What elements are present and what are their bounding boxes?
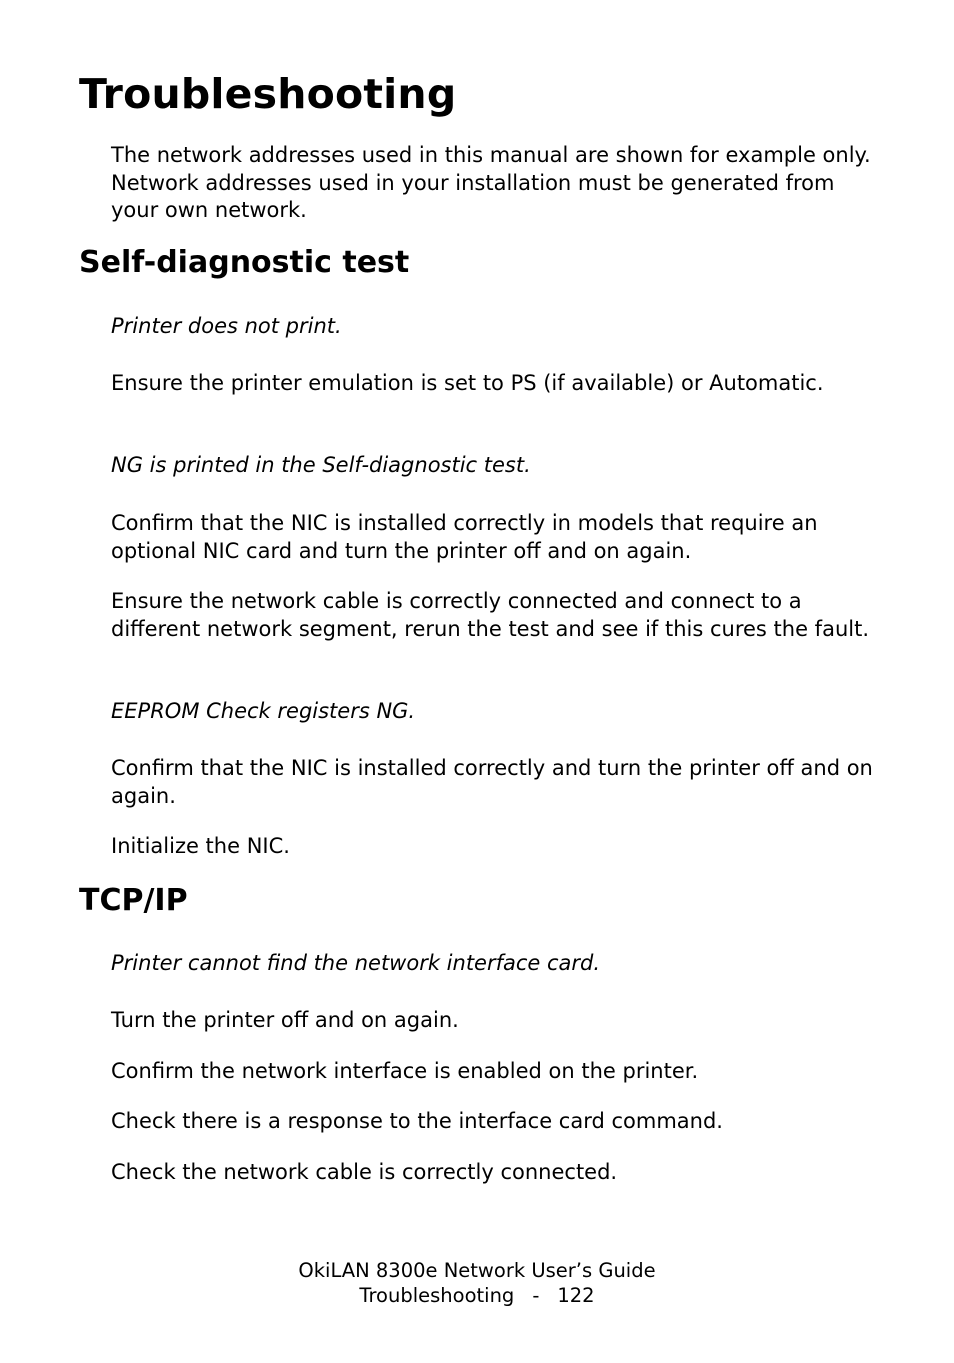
remedy-text: Confirm that the NIC is installed correctly in models that require an optional NIC card and turn the printer off and on again. xyxy=(111,511,818,563)
remedy-text: Check the network cable is correctly connected. xyxy=(111,1160,618,1184)
page-title: Troubleshooting xyxy=(79,70,457,118)
remedy-text: Confirm that the NIC is installed correctly and turn the printer off and on again. xyxy=(111,756,873,808)
section-heading-tcp-ip: TCP/IP xyxy=(79,883,188,918)
section-heading-self-diagnostic: Self-diagnostic test xyxy=(79,245,410,280)
remedy-text: Ensure the network cable is correctly connected and connect to a different network segment, rerun the test and see if this cures the fault. xyxy=(111,589,869,641)
symptom-text: Printer cannot find the network interface card. xyxy=(111,951,601,975)
footer-page-info xyxy=(0,1283,954,1308)
symptom-text: NG is printed in the Self-diagnostic test. xyxy=(111,453,531,477)
remedy-text: Ensure the printer emulation is set to PS (if available) or Automatic. xyxy=(111,371,824,395)
intro-paragraph: The network addresses used in this manual are shown for example only. Network addresses used in your installation must be generated from your own network. xyxy=(111,143,871,222)
footer-separator: - xyxy=(532,1284,540,1307)
footer-page-number: 122 xyxy=(557,1284,595,1307)
symptom-text: EEPROM Check registers NG. xyxy=(111,699,416,723)
remedy-text: Confirm the network interface is enabled on the printer. xyxy=(111,1059,699,1083)
remedy-text: Turn the printer off and on again. xyxy=(111,1008,459,1032)
remedy-text: Check there is a response to the interface card command. xyxy=(111,1109,723,1133)
footer-chapter: Troubleshooting xyxy=(359,1284,515,1307)
remedy-text: Initialize the NIC. xyxy=(111,834,290,858)
footer-guide-title: OkiLAN 8300e Network User’s Guide xyxy=(298,1259,656,1282)
symptom-text: Printer does not print. xyxy=(111,314,342,338)
